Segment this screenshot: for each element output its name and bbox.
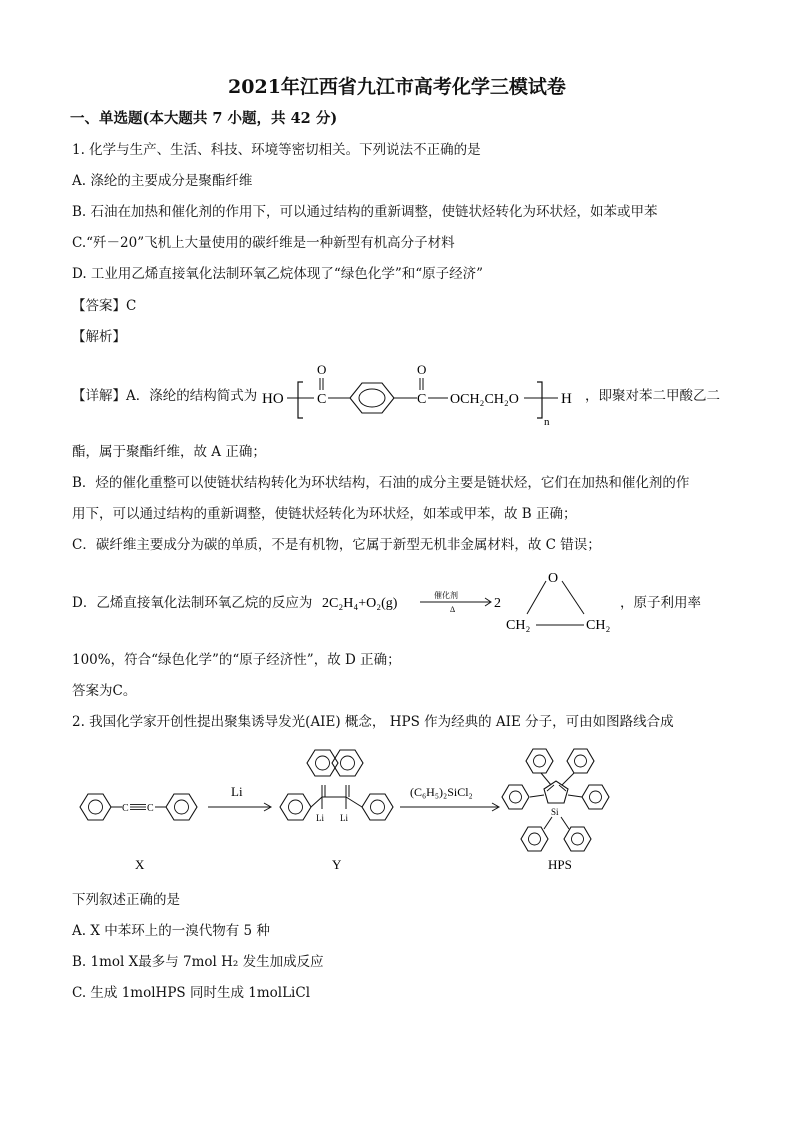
reagent-li: Li xyxy=(231,784,243,799)
q1-option-d: D. 工业用乙烯直接氧化法制环氧乙烷体现了“绿色化学”和“原子经济” xyxy=(72,266,484,282)
page-title: 2021年江西省九江市高考化学三模试卷 xyxy=(228,76,566,98)
epoxide-reaction xyxy=(322,566,622,636)
detail-a-suffix: ，即聚对苯二甲酸乙二 xyxy=(585,388,720,404)
compound-y xyxy=(280,750,393,823)
label-y: Y xyxy=(332,857,342,872)
end-h: H xyxy=(561,391,572,407)
detail-a-cont: 酯，属于聚酯纤维，故 A 正确； xyxy=(72,444,266,460)
carbonyl-c2: C xyxy=(417,392,427,407)
repeat-n: n xyxy=(544,416,550,428)
compound-x xyxy=(80,794,197,820)
section-heading: 一、单选题(本大题共 7 小题，共 42 分) xyxy=(70,110,338,127)
epoxide-ch2-left: CH₂ xyxy=(506,618,531,633)
answer-tag: 【答案】 xyxy=(72,298,126,314)
q2-option-b: B. 1mol X最多与 7mol H₂ 发生加成反应 xyxy=(72,954,324,970)
label-x: X xyxy=(135,857,145,872)
q2-prompt: 下列叙述正确的是 xyxy=(72,892,180,908)
si-label: Si xyxy=(551,807,559,817)
epoxide-o: O xyxy=(548,571,559,586)
answer-value: C xyxy=(126,298,137,314)
q1-conclusion: 答案为C。 xyxy=(72,683,137,699)
q2-option-a: A. X 中苯环上的一溴代物有 5 种 xyxy=(72,923,270,939)
li-b: Li xyxy=(340,813,348,823)
detail-d-prefix: D．乙烯直接氧化法制环氧乙烷的反应为 xyxy=(72,595,313,611)
ho-label: HO xyxy=(262,391,284,407)
carbonyl-o1: O xyxy=(317,362,327,377)
q1-stem: 1. 化学与生产、生活、科技、环境等密切相关。下列说法不正确的是 xyxy=(72,142,481,158)
reactants: 2C₂H₄+O₂(g) xyxy=(322,596,398,611)
q1-answer xyxy=(72,297,136,315)
detail-c: C．碳纤维主要成分为碳的单质，不是有机物，它属于新型无机非金属材料，故 C 错误； xyxy=(72,537,601,553)
svg-text:C: C xyxy=(122,803,129,814)
catalyst-label: 催化剂 xyxy=(434,591,458,600)
q1-analysis-tag: 【解析】 xyxy=(72,329,126,345)
detail-tag: 【详解】 xyxy=(72,388,126,404)
coef-2: 2 xyxy=(494,596,501,611)
q2-option-c: C. 生成 1molHPS 同时生成 1molLiCl xyxy=(72,985,311,1001)
q1-option-c: C.“歼－20”飞机上大量使用的碳纤维是一种新型有机高分子材料 xyxy=(72,235,455,251)
epoxide-ch2-right: CH₂ xyxy=(586,618,611,633)
detail-a-prefix xyxy=(72,387,257,405)
detail-d-suffix: ，原子利用率 xyxy=(620,595,701,611)
q2-stem: 2. 我国化学家开创性提出聚集诱导发光(AIE) 概念， HPS 作为经典的 AIE 分子，可由如图路线合成 xyxy=(72,714,674,730)
carbonyl-o2: O xyxy=(417,362,427,377)
carbonyl-c1: C xyxy=(317,392,327,407)
polyester-structure xyxy=(262,358,584,430)
detail-b-line1: B．烃的催化重整可以使链状结构转化为环状结构，石油的成分主要是链状烃，它们在加热和催化剂的作 xyxy=(72,475,690,491)
compound-hps xyxy=(502,749,609,851)
detail-a-text: A．涤纶的结构简式为 xyxy=(126,388,258,404)
li-a: Li xyxy=(316,813,324,823)
q1-option-b: B. 石油在加热和催化剂的作用下，可以通过结构的重新调整，使链状烃转化为环状烃，如苯或甲苯 xyxy=(72,204,658,220)
detail-b-line2: 用下，可以通过结构的重新调整，使链状烃转化为环状烃，如苯或甲苯，故 B 正确； xyxy=(72,506,577,522)
heat-label: Δ xyxy=(450,605,456,614)
glycol-chain: OCH₂CH₂O xyxy=(450,392,519,407)
detail-d-cont: 100%，符合“绿色化学”的“原子经济性”，故 D 正确； xyxy=(72,652,401,668)
reagent-sicl2: (C₆H₅)₂SiCl₂ xyxy=(410,785,473,799)
q1-option-a: A. 涤纶的主要成分是聚酯纤维 xyxy=(72,173,253,189)
svg-text:C: C xyxy=(147,803,154,814)
label-hps: HPS xyxy=(548,857,572,872)
hps-synthesis-route xyxy=(70,745,700,880)
